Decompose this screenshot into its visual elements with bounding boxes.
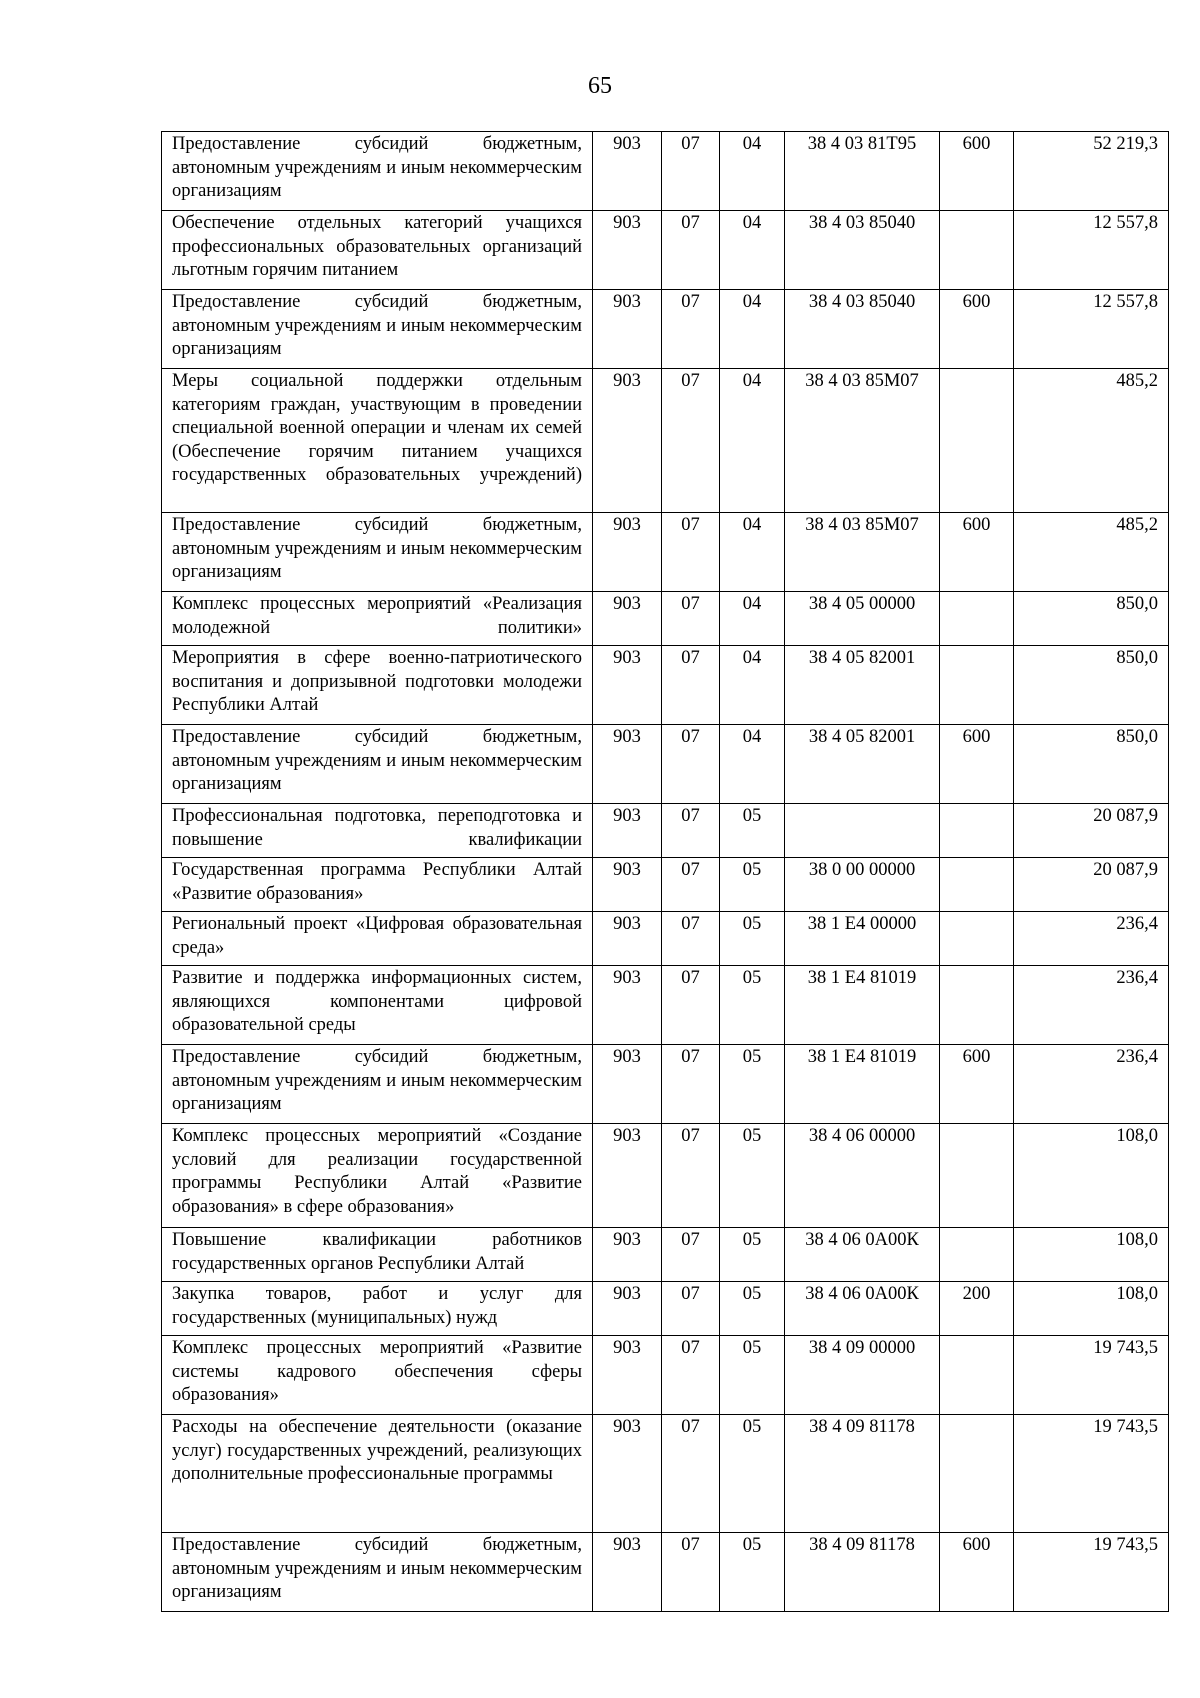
row-adm-code: 903: [593, 1336, 662, 1415]
row-section-code: 07: [662, 1415, 720, 1533]
table-row: [162, 858, 1169, 912]
row-target-article: 38 4 03 85М07: [785, 513, 940, 592]
row-amount: 108,0: [1014, 1124, 1169, 1228]
row-amount: 236,4: [1014, 1045, 1169, 1124]
row-target-article: 38 4 03 85040: [785, 290, 940, 369]
row-expense-type: 600: [940, 132, 1014, 211]
row-name: Государственная программа Республики Алтай «Развитие образования»: [162, 858, 593, 912]
row-target-article: [785, 804, 940, 858]
row-amount: 19 743,5: [1014, 1533, 1169, 1612]
row-subsection-code: 04: [720, 211, 785, 290]
row-subsection-code: 05: [720, 858, 785, 912]
row-adm-code: 903: [593, 912, 662, 966]
row-amount: 485,2: [1014, 369, 1169, 513]
row-section-code: 07: [662, 369, 720, 513]
row-section-code: 07: [662, 132, 720, 211]
row-target-article: 38 4 03 81Т95: [785, 132, 940, 211]
row-section-code: 07: [662, 912, 720, 966]
row-section-code: 07: [662, 646, 720, 725]
table-row: [162, 290, 1169, 369]
row-name: Развитие и поддержка информационных систем, являющихся компонентами цифровой образовательной среды: [162, 966, 593, 1045]
row-amount: 19 743,5: [1014, 1415, 1169, 1533]
row-amount: 485,2: [1014, 513, 1169, 592]
row-expense-type: 600: [940, 1045, 1014, 1124]
row-subsection-code: 04: [720, 132, 785, 211]
row-name: Меры социальной поддержки отдельным категориям граждан, участвующим в проведении специальной военной операции и членам их семей (Обеспечение горячим питанием учащихся государственных образовательных учреждений): [162, 369, 593, 513]
row-subsection-code: 04: [720, 725, 785, 804]
row-subsection-code: 05: [720, 1336, 785, 1415]
row-subsection-code: 05: [720, 1533, 785, 1612]
row-subsection-code: 05: [720, 966, 785, 1045]
row-subsection-code: 04: [720, 369, 785, 513]
row-section-code: 07: [662, 1533, 720, 1612]
row-expense-type: [940, 858, 1014, 912]
row-section-code: 07: [662, 966, 720, 1045]
table-row: [162, 966, 1169, 1045]
row-amount: 850,0: [1014, 592, 1169, 646]
row-target-article: 38 4 09 00000: [785, 1336, 940, 1415]
row-name: Обеспечение отдельных категорий учащихся профессиональных образовательных организаций льготным горячим питанием: [162, 211, 593, 290]
row-section-code: 07: [662, 804, 720, 858]
row-section-code: 07: [662, 290, 720, 369]
row-adm-code: 903: [593, 804, 662, 858]
row-target-article: 38 1 Е4 81019: [785, 966, 940, 1045]
row-name: Закупка товаров, работ и услуг для государственных (муниципальных) нужд: [162, 1282, 593, 1336]
row-expense-type: [940, 592, 1014, 646]
row-name: Комплекс процессных мероприятий «Создание условий для реализации государственной программы Республики Алтай «Развитие образования» в сфере образования»: [162, 1124, 593, 1228]
table-row: [162, 132, 1169, 211]
row-section-code: 07: [662, 211, 720, 290]
row-amount: 12 557,8: [1014, 211, 1169, 290]
row-name: Повышение квалификации работников государственных органов Республики Алтай: [162, 1228, 593, 1282]
row-expense-type: [940, 1415, 1014, 1533]
row-adm-code: 903: [593, 725, 662, 804]
row-adm-code: 903: [593, 369, 662, 513]
table-row: [162, 1336, 1169, 1415]
row-name: Комплекс процессных мероприятий «Развитие системы кадрового обеспечения сферы образования»: [162, 1336, 593, 1415]
row-expense-type: [940, 369, 1014, 513]
row-adm-code: 903: [593, 1282, 662, 1336]
row-name: Комплекс процессных мероприятий «Реализация молодежной политики»: [162, 592, 593, 646]
row-adm-code: 903: [593, 132, 662, 211]
row-amount: 108,0: [1014, 1228, 1169, 1282]
row-subsection-code: 05: [720, 1124, 785, 1228]
table-row: [162, 513, 1169, 592]
row-subsection-code: 04: [720, 592, 785, 646]
table-row: [162, 725, 1169, 804]
row-subsection-code: 05: [720, 1045, 785, 1124]
row-adm-code: 903: [593, 966, 662, 1045]
row-expense-type: [940, 966, 1014, 1045]
row-amount: 850,0: [1014, 646, 1169, 725]
row-section-code: 07: [662, 513, 720, 592]
row-subsection-code: 05: [720, 1415, 785, 1533]
row-adm-code: 903: [593, 592, 662, 646]
row-name: Региональный проект «Цифровая образовательная среда»: [162, 912, 593, 966]
row-adm-code: 903: [593, 1533, 662, 1612]
row-name: Расходы на обеспечение деятельности (оказание услуг) государственных учреждений, реализующих дополнительные профессиональные программы: [162, 1415, 593, 1533]
row-amount: 20 087,9: [1014, 804, 1169, 858]
row-section-code: 07: [662, 858, 720, 912]
row-target-article: 38 4 06 00000: [785, 1124, 940, 1228]
row-target-article: 38 4 05 00000: [785, 592, 940, 646]
row-subsection-code: 04: [720, 513, 785, 592]
row-section-code: 07: [662, 1045, 720, 1124]
table-row: [162, 1533, 1169, 1612]
row-adm-code: 903: [593, 1415, 662, 1533]
row-section-code: 07: [662, 1124, 720, 1228]
row-adm-code: 903: [593, 1228, 662, 1282]
row-amount: 108,0: [1014, 1282, 1169, 1336]
row-target-article: 38 4 03 85040: [785, 211, 940, 290]
row-section-code: 07: [662, 1282, 720, 1336]
row-amount: 850,0: [1014, 725, 1169, 804]
table-row: [162, 1045, 1169, 1124]
row-adm-code: 903: [593, 646, 662, 725]
table-row: [162, 646, 1169, 725]
row-section-code: 07: [662, 1228, 720, 1282]
row-adm-code: 903: [593, 513, 662, 592]
row-expense-type: 600: [940, 290, 1014, 369]
row-target-article: 38 4 06 0А00К: [785, 1228, 940, 1282]
row-amount: 12 557,8: [1014, 290, 1169, 369]
row-expense-type: 600: [940, 1533, 1014, 1612]
row-name: Предоставление субсидий бюджетным, автономным учреждениям и иным некоммерческим организациям: [162, 1533, 593, 1612]
row-adm-code: 903: [593, 290, 662, 369]
table-row: [162, 1228, 1169, 1282]
table-row: [162, 1415, 1169, 1533]
row-expense-type: [940, 211, 1014, 290]
row-target-article: 38 1 Е4 00000: [785, 912, 940, 966]
row-expense-type: [940, 804, 1014, 858]
row-section-code: 07: [662, 1336, 720, 1415]
row-expense-type: [940, 912, 1014, 966]
row-name: Предоставление субсидий бюджетным, автономным учреждениям и иным некоммерческим организациям: [162, 513, 593, 592]
budget-table: [161, 131, 1169, 1612]
row-target-article: 38 0 00 00000: [785, 858, 940, 912]
row-name: Предоставление субсидий бюджетным, автономным учреждениям и иным некоммерческим организациям: [162, 1045, 593, 1124]
row-target-article: 38 1 Е4 81019: [785, 1045, 940, 1124]
row-expense-type: 600: [940, 725, 1014, 804]
row-adm-code: 903: [593, 858, 662, 912]
table-row: [162, 1124, 1169, 1228]
table-row: [162, 592, 1169, 646]
row-target-article: 38 4 03 85М07: [785, 369, 940, 513]
row-amount: 52 219,3: [1014, 132, 1169, 211]
row-expense-type: [940, 1124, 1014, 1228]
row-name: Предоставление субсидий бюджетным, автономным учреждениям и иным некоммерческим организациям: [162, 725, 593, 804]
row-adm-code: 903: [593, 1045, 662, 1124]
row-subsection-code: 04: [720, 290, 785, 369]
row-subsection-code: 04: [720, 646, 785, 725]
row-name: Мероприятия в сфере военно-патриотического воспитания и допризывной подготовки молодежи Республики Алтай: [162, 646, 593, 725]
row-name: Предоставление субсидий бюджетным, автономным учреждениям и иным некоммерческим организациям: [162, 132, 593, 211]
row-expense-type: 600: [940, 513, 1014, 592]
row-subsection-code: 05: [720, 1282, 785, 1336]
table-row: [162, 912, 1169, 966]
row-expense-type: 200: [940, 1282, 1014, 1336]
row-name: Предоставление субсидий бюджетным, автономным учреждениям и иным некоммерческим организациям: [162, 290, 593, 369]
row-amount: 19 743,5: [1014, 1336, 1169, 1415]
row-name: Профессиональная подготовка, переподготовка и повышение квалификации: [162, 804, 593, 858]
row-expense-type: [940, 646, 1014, 725]
row-target-article: 38 4 06 0А00К: [785, 1282, 940, 1336]
table-row: [162, 1282, 1169, 1336]
row-subsection-code: 05: [720, 1228, 785, 1282]
row-subsection-code: 05: [720, 804, 785, 858]
page-number: 65: [588, 73, 612, 99]
row-amount: 20 087,9: [1014, 858, 1169, 912]
row-adm-code: 903: [593, 211, 662, 290]
row-subsection-code: 05: [720, 912, 785, 966]
table-row: [162, 211, 1169, 290]
row-target-article: 38 4 09 81178: [785, 1533, 940, 1612]
row-amount: 236,4: [1014, 966, 1169, 1045]
row-amount: 236,4: [1014, 912, 1169, 966]
row-target-article: 38 4 05 82001: [785, 725, 940, 804]
table-row: [162, 804, 1169, 858]
table-row: [162, 369, 1169, 513]
row-expense-type: [940, 1228, 1014, 1282]
row-target-article: 38 4 09 81178: [785, 1415, 940, 1533]
row-section-code: 07: [662, 592, 720, 646]
row-section-code: 07: [662, 725, 720, 804]
row-expense-type: [940, 1336, 1014, 1415]
table-body: [162, 132, 1169, 1612]
row-target-article: 38 4 05 82001: [785, 646, 940, 725]
row-adm-code: 903: [593, 1124, 662, 1228]
